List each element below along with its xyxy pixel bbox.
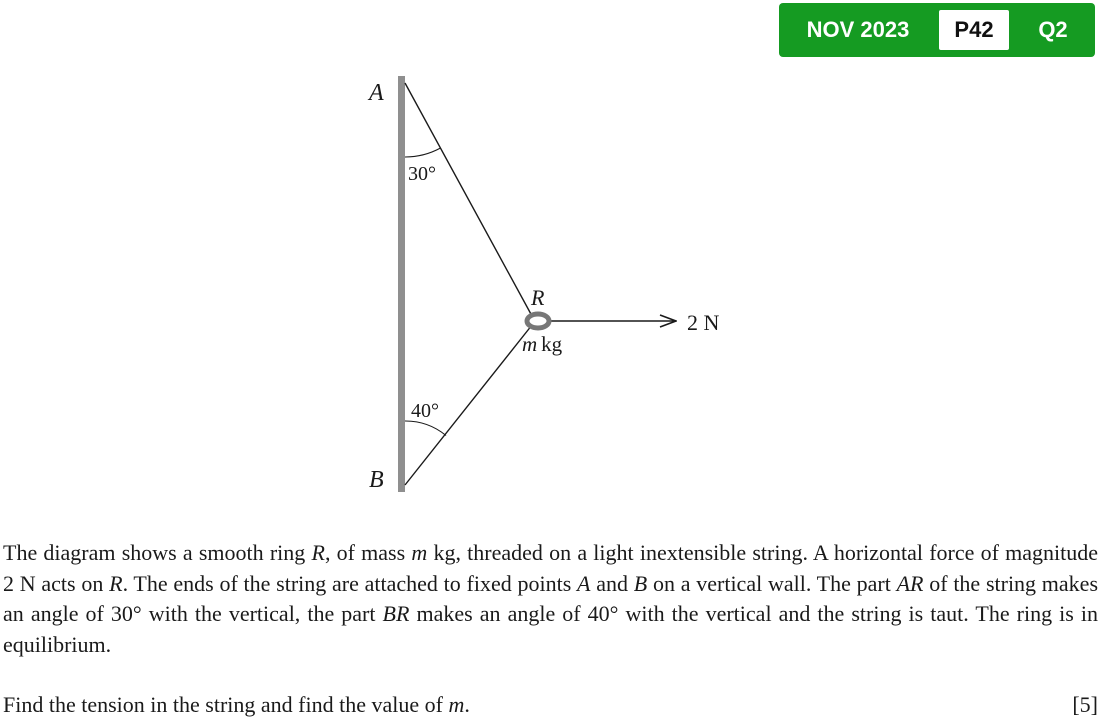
math-variable: B [633, 570, 648, 596]
string-segment-ar [405, 83, 532, 316]
angle-arc-bottom [405, 421, 446, 436]
point-b-label: B [369, 467, 384, 493]
math-variable: R [311, 540, 325, 565]
math-variable: AR [896, 570, 924, 596]
mass-label: m kg [522, 332, 563, 356]
math-variable: A [577, 570, 591, 596]
math-variable: R [109, 570, 123, 596]
question-instruction [3, 690, 1098, 720]
ring-label: R [531, 285, 545, 310]
math-variable: m [448, 692, 465, 717]
ring-r [527, 314, 549, 328]
angle-arc-top [405, 148, 441, 157]
instruction-text: Find the tension in the string and find the value of m. [3, 692, 470, 717]
angle-label-top: 30° [408, 163, 436, 185]
session-label: NOV 2023 [806, 17, 910, 42]
paper-label: P42 [939, 10, 1009, 50]
force-label: 2 N [687, 310, 720, 335]
angle-label-bottom: 40° [411, 400, 439, 422]
math-variable: m [411, 540, 428, 565]
question-text: The diagram shows a smooth ring R, of mass m kg, threaded on a light inextensible string. A horizontal force of magnitude 2 N acts on R. The ends of the string are attached to fixed points A and B on a vertical wall. The part AR of the string makes an angle of 30° with the vertical, the part BR makes an angle of 40° with the vertical and the string is taut. The ring is in equilibrium. [3, 540, 1099, 657]
vertical-wall [398, 76, 405, 492]
math-variable: BR [382, 601, 410, 626]
question-number-label: Q2 [1038, 17, 1068, 42]
point-a-label: A [369, 80, 384, 106]
marks-label: [5] [1072, 692, 1098, 717]
